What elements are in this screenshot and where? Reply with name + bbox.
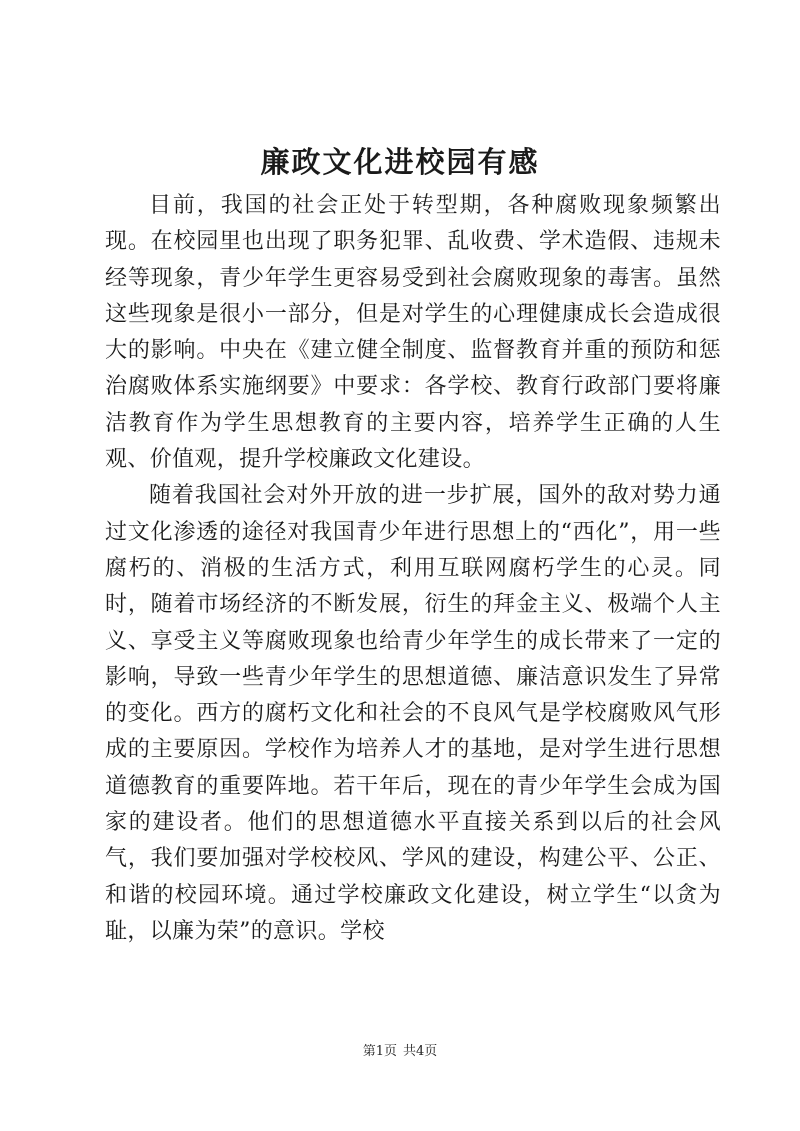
paragraph-1: 目前，我国的社会正处于转型期，各种腐败现象频繁出现。在校园里也出现了职务犯罪、乱收费、学术造假、违规未经等现象，青少年学生更容易受到社会腐败现象的毒害。虽然这些现象是很小一部分，但是对学生的心理健康成长会造成很大的影响。中央在《建立健全制度、监督教育并重的预防和惩治腐败体系实施纲要》中要求：各学校、教育行政部门要将廉洁教育作为学生思想教育的主要内容，培养学生正确的人生观、价值观，提升学校廉政文化建设。 <box>105 193 721 473</box>
total-pages: 共4页 <box>403 1044 438 1059</box>
page-footer <box>0 1043 800 1061</box>
page-number: 第1页 <box>362 1044 397 1059</box>
document-title: 廉政文化进校园有感 <box>260 145 540 179</box>
document-body <box>105 188 721 950</box>
paragraph-2: 随着我国社会对外开放的进一步扩展，国外的敌对势力通过文化渗透的途径对我国青少年进行思想上的“西化”，用一些腐朽的、消极的生活方式，利用互联网腐朽学生的心灵。同时，随着市场经济的不断发展，衍生的拜金主义、极端个人主义、享受主义等腐败现象也给青少年学生的成长带来了一定的影响，导致一些青少年学生的思想道德、廉洁意识发生了异常的变化。西方的腐朽文化和社会的不良风气是学校腐败风气形成的主要原因。学校作为培养人才的基地，是对学生进行思想道德教育的重要阵地。若干年后，现在的青少年学生会成为国家的建设者。他们的思想道德水平直接关系到以后的社会风气，我们要加强对学校校风、学风的建设，构建公平、公正、和谐的校园环境。通过学校廉政文化建设，树立学生“以贪为耻，以廉为荣”的意识。学校 <box>105 483 721 944</box>
